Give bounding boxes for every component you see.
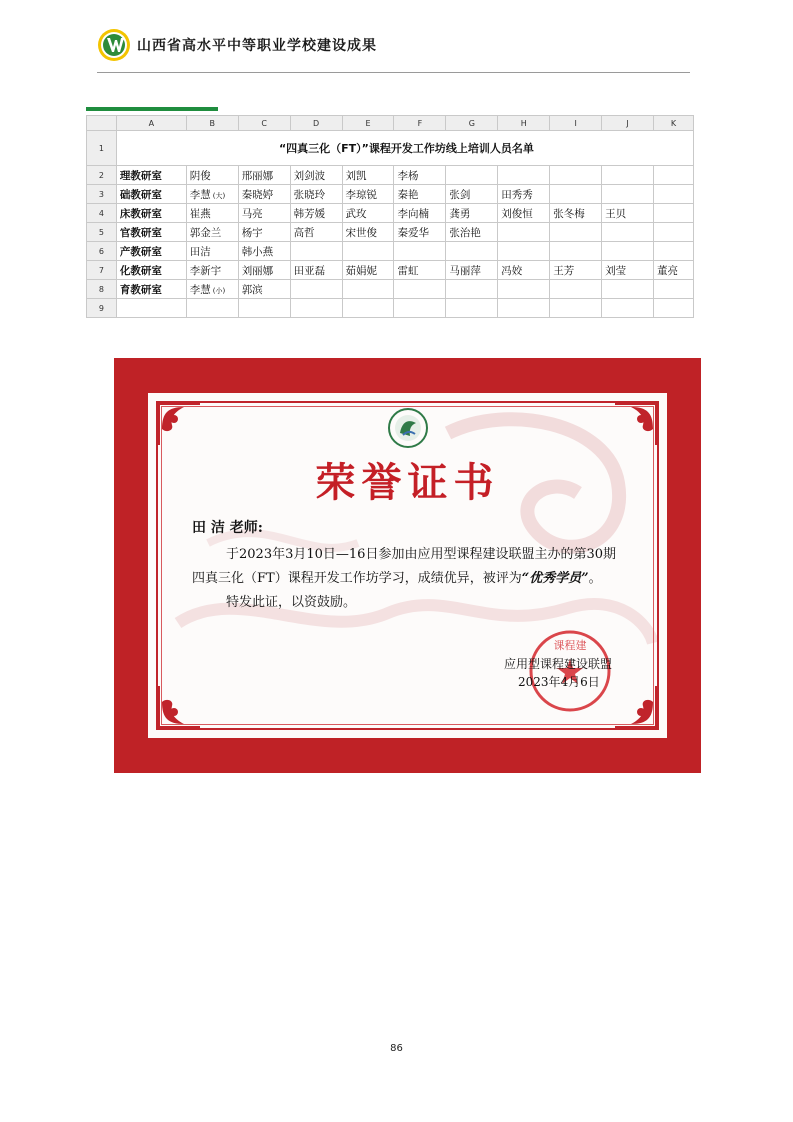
- name-text: 高哲: [293, 226, 315, 239]
- name-cell[interactable]: [550, 185, 602, 204]
- name-text: 李新宇: [189, 264, 222, 277]
- name-text: 郭金兰: [189, 226, 222, 239]
- name-text: 田亚磊: [293, 264, 326, 277]
- name-cell[interactable]: [446, 280, 498, 299]
- name-cell[interactable]: [654, 204, 694, 223]
- name-cell[interactable]: [186, 223, 238, 242]
- name-cell[interactable]: [498, 223, 550, 242]
- column-header[interactable]: D: [290, 116, 342, 131]
- name-text: 李慧: [189, 188, 211, 201]
- name-cell[interactable]: [186, 299, 238, 318]
- name-text: 张冬梅: [553, 207, 585, 220]
- corner-ornament-icon: [611, 399, 661, 449]
- name-cell[interactable]: [550, 204, 602, 223]
- name-text: 韩小燕: [241, 245, 274, 258]
- column-header[interactable]: A: [116, 116, 186, 131]
- name-cell[interactable]: [394, 185, 446, 204]
- table-row: [87, 242, 694, 261]
- name-text: 李向楠: [397, 207, 429, 220]
- name-cell[interactable]: [342, 185, 394, 204]
- name-cell[interactable]: [186, 204, 238, 223]
- name-cell[interactable]: [602, 280, 654, 299]
- name-cell[interactable]: [654, 223, 694, 242]
- table-row: [87, 131, 694, 166]
- corner-ornament-icon: [154, 399, 204, 449]
- honor-certificate: [114, 358, 701, 773]
- row-header[interactable]: 7: [87, 261, 117, 280]
- name-cell[interactable]: [238, 204, 290, 223]
- name-cell[interactable]: [238, 185, 290, 204]
- department-cell[interactable]: 础教研室: [116, 185, 186, 204]
- name-suffix: (小): [212, 286, 226, 295]
- spreadsheet-grid: [86, 115, 694, 318]
- name-cell[interactable]: [342, 261, 394, 280]
- column-header[interactable]: H: [498, 116, 550, 131]
- name-cell[interactable]: [550, 261, 602, 280]
- name-text: 李杨: [397, 169, 419, 182]
- active-cell-indicator: [86, 107, 218, 111]
- school-logo-icon: [97, 28, 131, 62]
- name-cell[interactable]: [498, 280, 550, 299]
- name-text: 田洁: [189, 245, 211, 258]
- name-cell[interactable]: [238, 242, 290, 261]
- corner-ornament-icon: [154, 682, 204, 732]
- name-text: 雷虹: [397, 264, 419, 277]
- name-cell[interactable]: [394, 223, 446, 242]
- name-text: 董亮: [657, 264, 679, 277]
- name-text: 秦艳: [397, 188, 419, 201]
- name-cell[interactable]: [186, 185, 238, 204]
- table-row: [87, 261, 694, 280]
- name-text: 田秀秀: [501, 188, 533, 201]
- name-cell[interactable]: [186, 261, 238, 280]
- name-text: 郭滨: [241, 283, 263, 296]
- table-row: [87, 223, 694, 242]
- column-header[interactable]: C: [238, 116, 290, 131]
- name-cell[interactable]: [186, 242, 238, 261]
- name-text: 阴俊: [189, 169, 211, 182]
- name-cell[interactable]: [446, 299, 498, 318]
- row-header[interactable]: 1: [87, 131, 117, 166]
- department-cell[interactable]: 化教研室: [116, 261, 186, 280]
- name-cell[interactable]: [446, 166, 498, 185]
- name-text: 张晓玲: [293, 188, 326, 201]
- name-text: 邢丽娜: [241, 169, 274, 182]
- sheet-title-cell[interactable]: “四真三化（FT）”课程开发工作坊线上培训人员名单: [116, 131, 693, 166]
- name-cell[interactable]: [238, 223, 290, 242]
- name-cell[interactable]: [394, 204, 446, 223]
- name-text: 崔燕: [189, 207, 211, 220]
- name-cell[interactable]: [602, 299, 654, 318]
- name-text: 秦晓婷: [241, 188, 274, 201]
- table-row: [87, 166, 694, 185]
- name-cell[interactable]: [238, 166, 290, 185]
- column-header[interactable]: I: [550, 116, 602, 131]
- name-text: 冯姣: [501, 264, 523, 277]
- name-text: 马丽萍: [449, 264, 481, 277]
- name-cell[interactable]: [238, 299, 290, 318]
- name-suffix: (大): [212, 191, 226, 200]
- page-number: 86: [390, 1043, 403, 1054]
- certificate-line-2-text: 四真三化（FT）课程开发工作坊学习，成绩优异，被评为: [192, 571, 522, 586]
- page-header: [97, 28, 377, 62]
- column-header[interactable]: F: [394, 116, 446, 131]
- name-cell[interactable]: [342, 280, 394, 299]
- name-cell[interactable]: [342, 242, 394, 261]
- name-cell[interactable]: [238, 280, 290, 299]
- department-cell[interactable]: 理教研室: [116, 166, 186, 185]
- certificate-recipient: 田 洁 老师:: [192, 520, 263, 536]
- name-cell[interactable]: [290, 242, 342, 261]
- name-cell[interactable]: [342, 204, 394, 223]
- name-cell[interactable]: [654, 185, 694, 204]
- name-cell[interactable]: [602, 166, 654, 185]
- header-divider: [97, 72, 690, 73]
- row-header[interactable]: 3: [87, 185, 117, 204]
- name-cell[interactable]: [602, 185, 654, 204]
- certificate-date: 2023年4月6日: [518, 675, 600, 689]
- row-header[interactable]: 8: [87, 280, 117, 299]
- name-text: 刘丽娜: [241, 264, 274, 277]
- name-cell[interactable]: [498, 185, 550, 204]
- seal-text: 课程建: [553, 639, 587, 652]
- department-cell[interactable]: 育教研室: [116, 280, 186, 299]
- name-cell[interactable]: [498, 261, 550, 280]
- certificate-title: 荣誉证书: [315, 459, 500, 506]
- name-cell[interactable]: [290, 166, 342, 185]
- name-cell[interactable]: [654, 299, 694, 318]
- certificate-line-1: 于2023年3月10日—16日参加由应用型课程建设联盟主办的第30期: [226, 547, 616, 562]
- name-cell[interactable]: [602, 242, 654, 261]
- name-text: 韩芳媛: [293, 207, 326, 220]
- department-cell[interactable]: 床教研室: [116, 204, 186, 223]
- name-cell[interactable]: [446, 223, 498, 242]
- spreadsheet-image: [86, 107, 694, 329]
- name-cell[interactable]: [290, 223, 342, 242]
- name-cell[interactable]: [394, 280, 446, 299]
- name-cell[interactable]: [290, 261, 342, 280]
- corner-ornament-icon: [611, 682, 661, 732]
- name-cell[interactable]: [394, 166, 446, 185]
- name-cell[interactable]: [550, 223, 602, 242]
- name-cell[interactable]: [290, 185, 342, 204]
- table-row: [87, 185, 694, 204]
- certificate-paper: [148, 393, 667, 738]
- table-row: [87, 299, 694, 318]
- row-header[interactable]: 9: [87, 299, 117, 318]
- name-cell[interactable]: [654, 261, 694, 280]
- name-cell[interactable]: [342, 166, 394, 185]
- name-text: 王芳: [553, 264, 575, 277]
- name-cell[interactable]: [498, 299, 550, 318]
- name-cell[interactable]: [498, 242, 550, 261]
- name-text: 刘莹: [605, 264, 627, 277]
- name-text: 杨宇: [241, 226, 263, 239]
- column-header[interactable]: G: [446, 116, 498, 131]
- name-text: 刘剑波: [293, 169, 326, 182]
- name-text: 秦爱华: [397, 226, 429, 239]
- name-cell[interactable]: [654, 242, 694, 261]
- name-cell[interactable]: [498, 204, 550, 223]
- name-text: 刘凯: [345, 169, 367, 182]
- name-text: 马亮: [241, 207, 263, 220]
- name-cell[interactable]: [550, 280, 602, 299]
- row-header[interactable]: 6: [87, 242, 117, 261]
- name-cell[interactable]: [238, 261, 290, 280]
- table-row: [87, 280, 694, 299]
- header-title: 山西省高水平中等职业学校建设成果: [137, 38, 377, 54]
- name-text: 张治艳: [449, 226, 481, 239]
- name-cell[interactable]: [550, 299, 602, 318]
- corner-cell[interactable]: [87, 116, 117, 131]
- name-text: 李琼锐: [345, 188, 378, 201]
- name-cell[interactable]: [394, 242, 446, 261]
- name-cell[interactable]: [654, 166, 694, 185]
- name-cell[interactable]: [446, 185, 498, 204]
- department-cell[interactable]: 产教研室: [116, 242, 186, 261]
- certificate-issuer: 应用型课程建设联盟: [504, 657, 613, 671]
- table-row: [87, 204, 694, 223]
- name-text: 宋世俊: [345, 226, 378, 239]
- row-header[interactable]: 2: [87, 166, 117, 185]
- name-text: 茹娟妮: [345, 264, 378, 277]
- name-cell[interactable]: [550, 166, 602, 185]
- certificate-line-2-end: 。: [588, 571, 602, 586]
- name-text: 刘俊恒: [501, 207, 533, 220]
- name-cell[interactable]: [342, 299, 394, 318]
- certificate-line-3: 特发此证，以资鼓励。: [226, 595, 357, 610]
- column-header-row: [87, 116, 694, 131]
- name-cell[interactable]: [290, 299, 342, 318]
- name-text: 龚勇: [449, 207, 471, 220]
- name-cell[interactable]: [550, 242, 602, 261]
- name-cell[interactable]: [446, 261, 498, 280]
- department-cell[interactable]: 官教研室: [116, 223, 186, 242]
- name-cell[interactable]: [602, 204, 654, 223]
- name-cell[interactable]: [602, 223, 654, 242]
- name-cell[interactable]: [602, 261, 654, 280]
- name-cell[interactable]: [186, 280, 238, 299]
- name-cell[interactable]: [290, 280, 342, 299]
- department-cell[interactable]: [116, 299, 186, 318]
- name-cell[interactable]: [394, 299, 446, 318]
- name-cell[interactable]: [446, 242, 498, 261]
- name-cell[interactable]: [186, 166, 238, 185]
- certificate-line-2: [192, 567, 652, 591]
- name-text: 张剑: [449, 188, 471, 201]
- name-cell[interactable]: [654, 280, 694, 299]
- name-text: 王贝: [605, 207, 627, 220]
- column-header[interactable]: E: [342, 116, 394, 131]
- name-cell[interactable]: [290, 204, 342, 223]
- certificate-body: [192, 543, 652, 615]
- alliance-emblem-icon: [387, 407, 429, 449]
- column-header[interactable]: K: [654, 116, 694, 131]
- row-header[interactable]: 5: [87, 223, 117, 242]
- column-header[interactable]: B: [186, 116, 238, 131]
- honor-title: “优秀学员”: [521, 571, 589, 586]
- name-text: 李慧: [189, 283, 211, 296]
- name-cell[interactable]: [498, 166, 550, 185]
- column-header[interactable]: J: [602, 116, 654, 131]
- name-cell[interactable]: [446, 204, 498, 223]
- name-cell[interactable]: [342, 223, 394, 242]
- name-cell[interactable]: [394, 261, 446, 280]
- name-text: 武玫: [345, 207, 367, 220]
- row-header[interactable]: 4: [87, 204, 117, 223]
